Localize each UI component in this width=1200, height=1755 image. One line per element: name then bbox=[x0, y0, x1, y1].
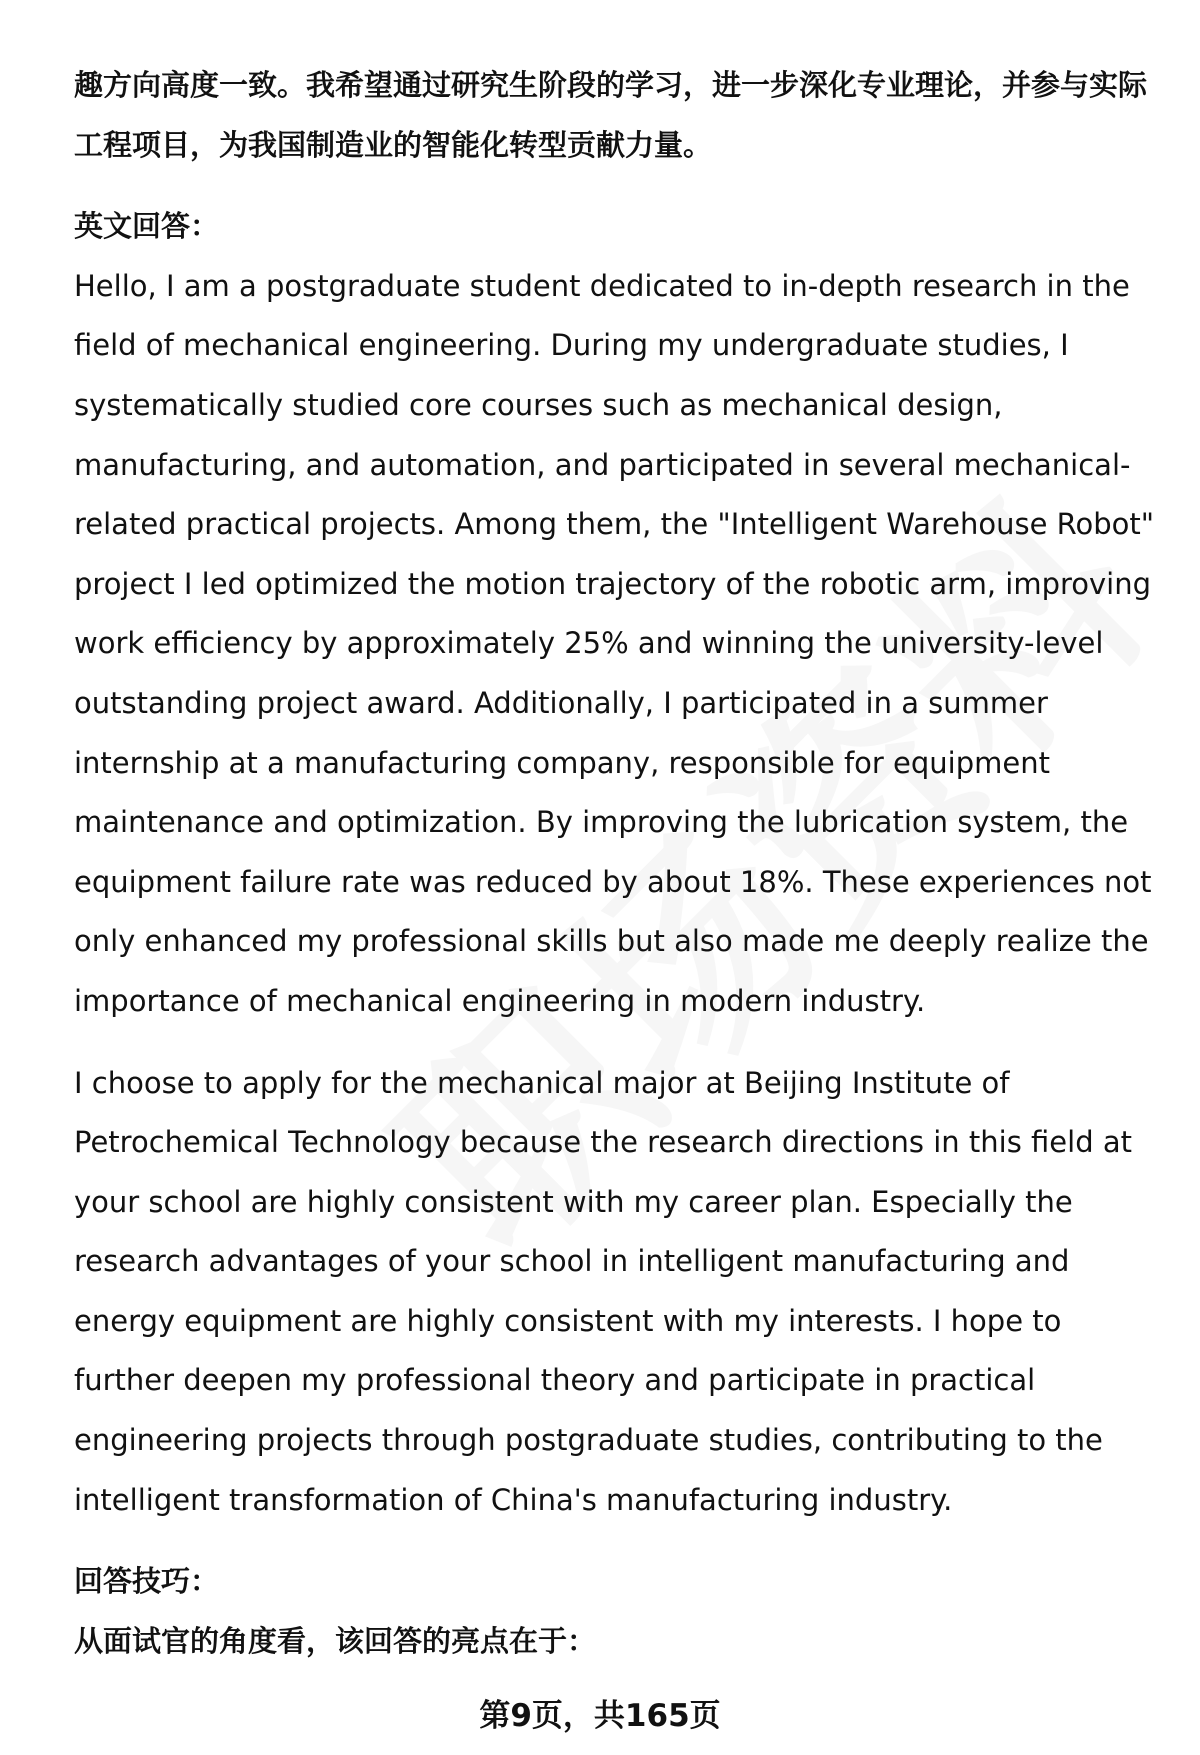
tips-intro: 从面试官的角度看，该回答的亮点在于： bbox=[74, 1623, 597, 1658]
english-answer-label: 英文回答： bbox=[74, 209, 220, 244]
page-number-footer: 第9页，共165页 bbox=[479, 1698, 721, 1734]
english-answer-paragraph-1: Hello, I am a postgraduate student dedicated to in-depth research in the field of mechanical engineering. During my undergraduate studies, I systematically studied core courses such as mechanical design, manufacturing, and automation, and participated in several mechanical-related practical projects. Among them, the "Intelligent Warehouse Robot" project I led optimized the motion trajectory of the robotic arm, improving work efficiency by approximately 25% and winning the university-level outstanding project award. Additionally, I participated in a summer internship at a manufacturing company, responsible for equipment maintenance and optimization. By improving the lubrication system, the equipment failure rate was reduced by about 18%. These experiences not only enhanced my professional skills but also made me deeply realize the importance of mechanical engineering in modern industry. bbox=[74, 268, 1155, 1018]
tips-label: 回答技巧： bbox=[74, 1564, 220, 1599]
chinese-answer-continuation: 趣方向高度一致。我希望通过研究生阶段的学习，进一步深化专业理论，并参与实际工程项目，为我国制造业的智能化转型贡献力量。 bbox=[74, 68, 1148, 162]
document-page bbox=[74, 56, 1160, 1671]
english-answer-paragraph-2: I choose to apply for the mechanical major at Beijing Institute of Petrochemical Technology because the research directions in this field at your school are highly consistent with my career plan. Especially the research advantages of your school in intelligent manufacturing and energy equipment are highly consistent with my interests. I hope to further deepen my professional theory and participate in practical engineering projects through postgraduate studies, contributing to the intelligent transformation of China's manufacturing industry. bbox=[74, 1065, 1132, 1517]
